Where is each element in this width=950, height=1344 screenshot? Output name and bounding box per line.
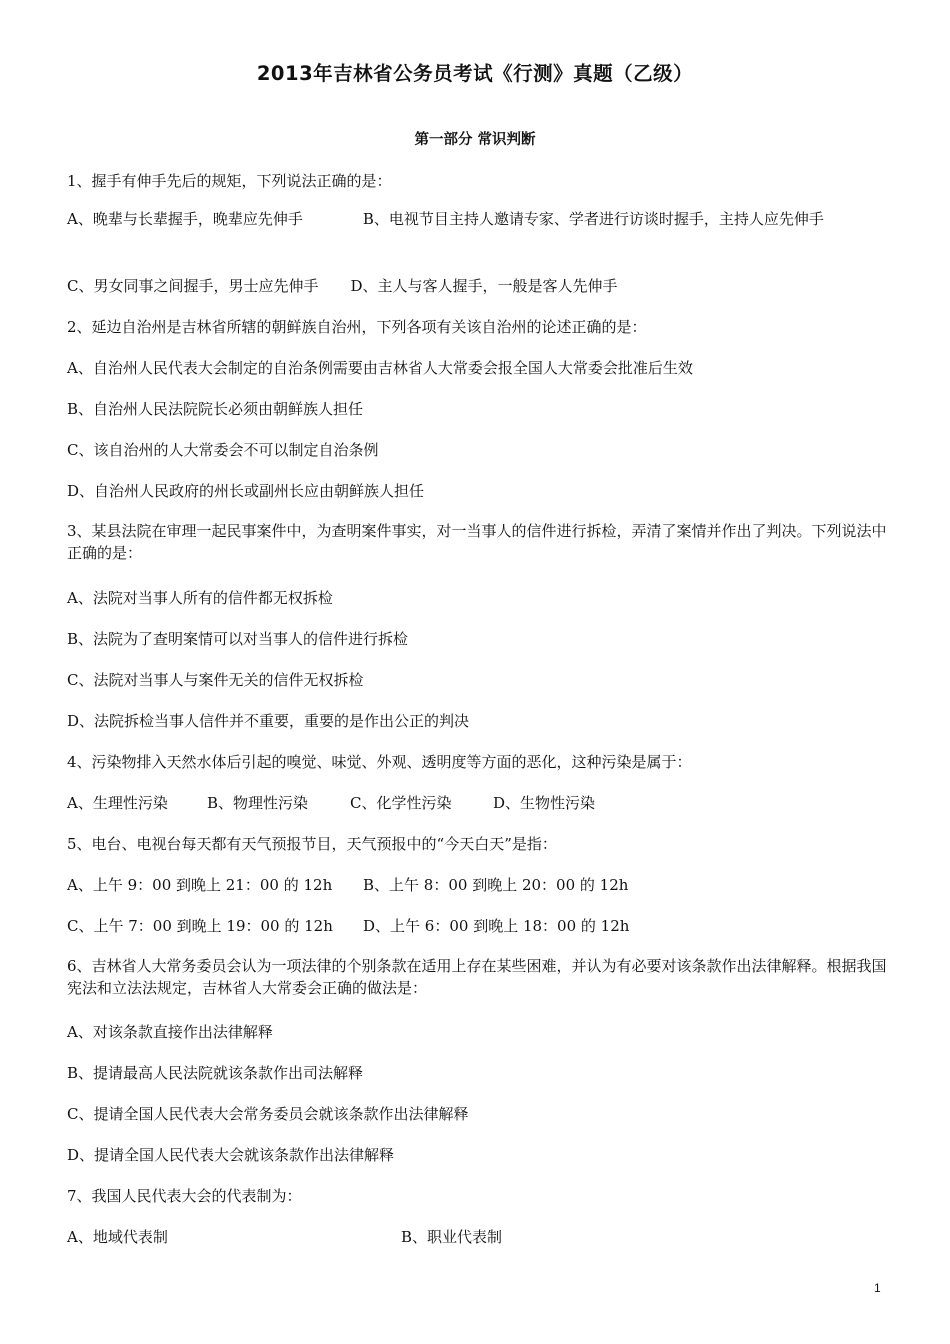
question-6-option-a: A、对该条款直接作出法律解释 bbox=[67, 1023, 273, 1041]
page-number: 1 bbox=[874, 1281, 881, 1295]
question-2-option-a: A、自治州人民代表大会制定的自治条例需要由吉林省人大常委会报全国人大常委会批准后生效 bbox=[67, 359, 693, 377]
question-4-option-b: B、物理性污染 bbox=[207, 794, 309, 812]
question-1-option-b: B、电视节目主持人邀请专家、学者进行访谈时握手，主持人应先伸手 bbox=[362, 210, 824, 228]
question-7-option-b: B、职业代表制 bbox=[401, 1228, 503, 1246]
question-1-option-a: A、晚辈与长辈握手，晚辈应先伸手 bbox=[67, 210, 303, 228]
question-3-option-d: D、法院拆检当事人信件并不重要，重要的是作出公正的判决 bbox=[67, 712, 470, 730]
question-3-option-a: A、法院对当事人所有的信件都无权拆检 bbox=[67, 589, 333, 607]
question-2-option-b: B、自治州人民法院院长必须由朝鲜族人担任 bbox=[67, 400, 364, 418]
question-1-stem: 1、握手有伸手先后的规矩，下列说法正确的是： bbox=[67, 172, 392, 190]
question-4-option-d: D、生物性污染 bbox=[493, 794, 596, 812]
question-5-option-d: D、上午 6：00 到晚上 18：00 的 12h bbox=[363, 917, 630, 935]
question-2-option-d: D、自治州人民政府的州长或副州长应由朝鲜族人担任 bbox=[67, 482, 425, 500]
question-3-stem: 3、某县法院在审理一起民事案件中，为查明案件事实，对一当事人的信件进行拆检，弄清了案情并作出了判决。下列说法中正确的是： bbox=[67, 522, 887, 562]
question-7-option-a: A、地域代表制 bbox=[67, 1228, 168, 1246]
question-1-options-ab bbox=[67, 208, 892, 230]
question-6-stem: 6、吉林省人大常务委员会认为一项法律的个别条款在适用上存在某些困难，并认为有必要对该条款作出法律解释。根据我国宪法和立法法规定，吉林省人大常委会正确的做法是： bbox=[67, 957, 887, 997]
question-7-options bbox=[67, 1226, 502, 1248]
question-5-options-ab bbox=[67, 874, 628, 896]
question-5-options-cd bbox=[67, 915, 629, 937]
question-2-option-c: C、该自治州的人大常委会不可以制定自治条例 bbox=[67, 441, 379, 459]
question-7-stem: 7、我国人民代表大会的代表制为： bbox=[67, 1187, 302, 1205]
question-3-option-c: C、法院对当事人与案件无关的信件无权拆检 bbox=[67, 671, 364, 689]
question-4-options bbox=[67, 792, 595, 814]
question-1-option-d: D、主人与客人握手，一般是客人先伸手 bbox=[350, 277, 618, 295]
question-5-stem: 5、电台、电视台每天都有天气预报节目，天气预报中的“今天白天”是指： bbox=[67, 835, 557, 853]
question-6-option-d: D、提请全国人民代表大会就该条款作出法律解释 bbox=[67, 1146, 395, 1164]
document-title: 2013年吉林省公务员考试《行测》真题（乙级） bbox=[256, 62, 694, 85]
question-1-options-cd bbox=[67, 275, 618, 297]
question-5-option-a: A、上午 9：00 到晚上 21：00 的 12h bbox=[67, 876, 333, 894]
question-4-option-c: C、化学性污染 bbox=[350, 794, 452, 812]
question-4-option-a: A、生理性污染 bbox=[67, 794, 168, 812]
section-heading: 第一部分 常识判断 bbox=[414, 132, 536, 148]
question-5-option-c: C、上午 7：00 到晚上 19：00 的 12h bbox=[67, 917, 333, 935]
question-6-option-c: C、提请全国人民代表大会常务委员会就该条款作出法律解释 bbox=[67, 1105, 469, 1123]
question-6-option-b: B、提请最高人民法院就该条款作出司法解释 bbox=[67, 1064, 364, 1082]
question-5-option-b: B、上午 8：00 到晚上 20：00 的 12h bbox=[363, 876, 629, 894]
question-4-stem: 4、污染物排入天然水体后引起的嗅觉、味觉、外观、透明度等方面的恶化，这种污染是属于： bbox=[67, 753, 692, 771]
question-2-stem: 2、延边自治州是吉林省所辖的朝鲜族自治州，下列各项有关该自治州的论述正确的是： bbox=[67, 318, 647, 336]
question-1-option-c: C、男女同事之间握手，男士应先伸手 bbox=[67, 277, 319, 295]
question-3-option-b: B、法院为了查明案情可以对当事人的信件进行拆检 bbox=[67, 630, 409, 648]
